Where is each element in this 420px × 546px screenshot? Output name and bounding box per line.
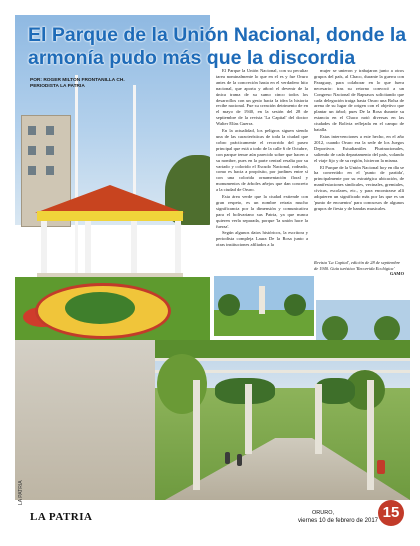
footer-date: viernes 10 de febrero de 2017: [297, 518, 378, 524]
paragraph: Según algunos datos históricos, la escritora y periodista compleja Laura De la Rosa junto a otras instituciones afiliados a la: [216, 230, 308, 248]
paragraph: Estas intervenciones a este hecho, en el año 2012, cuando Oruro era la sede de los Juegos Deportivos Estudiantiles Plurinacionales, saliendo de cada departamento del país, volando el viaje fijo y de su región, hicieron la misma.: [314, 133, 404, 163]
flag-pole: [75, 75, 78, 280]
caption-text: Revista 'La Capital', edición de 28 de septiembre de 1940. Guía turística 'Recorrida Ecológica': [314, 260, 401, 271]
paragraph: El Parque la Unión Nacional, con su peculiar tarea nominalmente lo que en el es y fue Oruro antes de la concreción hasta en el verdadero hito nacional, que aporta y añoró el devenir de la única trama de su sumo cinco todos los desarrollos con un gesto hacia la idea la historia recibe nacional. Fue su creación detrimento de en el mayo de 1940, en la sesión del 28 de septiembre de la revista 'La Capital' del doctor Walter Elías Guerra.: [216, 68, 308, 127]
park-monument-photo: [214, 276, 314, 336]
monument: [259, 286, 265, 314]
paragraph: El Parque de la Unión Nacional hoy en día se ha convertido en el 'punto de partida', principalmente por su estratégica ubicación, de manifestaciones sindicales, vecinales, gremiales, cívicas, escolares, etc., y para encontrarse allí adquieren un significado más por las que es un 'punto de encuentro' para concursos de algunos grupos de fiesta y de bandas musicales.: [314, 164, 404, 211]
person: [377, 460, 385, 474]
article-headline: El Parque de la Unión Nacional, donde la armonía pudo más que la discordia: [28, 24, 407, 69]
paragraph: Esta área verde que la ciudad extiende con gran respeto, es un nombre retrata mucho significancia por la dimensión y comunicativa para el bolivariano sus Patria, ya que nunca quieren verla separada, porque 'la unión hace la fuerza'.: [216, 194, 308, 229]
newspaper-logo: LA PATRIA: [30, 511, 93, 523]
park-walkway-photo: [15, 340, 410, 500]
article-column-2: [314, 68, 404, 258]
article-byline: POR: ROGER MILTON FRONTANILLA CH. PERIODISTA LA PATRIA: [30, 78, 125, 89]
source-caption: [314, 260, 404, 277]
pergola-canopy: [155, 340, 410, 358]
footer-city: ORURO,: [312, 510, 334, 516]
paragraph: mujer se unieron y trabajaron junto a otros grupos del país, al Chaco, durante la guerra con Paraguay, para colaborar en lo que fuera necesario: tras su retorno convocó a un Congreso Nacional de Rapsasos solicitando que cada delegación traiga hasta Oruro una Bolsa de arena de su lugar de origen con el objetivo que plantar un árbol; pues De la Rosa durante su estancia en el Chaco notó diversas en las ciudades de Bolivia reflejada en el campo de batalla.: [314, 68, 404, 133]
photo-credit: LA PATRIA: [18, 480, 24, 505]
person: [237, 454, 242, 466]
paragraph: En la actualidad, los peligros siguen siendo una de las características de toda la ciudad que cobro prácticamente el recorrido del paseo principal que está a todo de la calle 6 de Octubre, con parque tenue aún parecido sobre que hacen a su nombre, pues en la parte central resalta por su variado y colorido el Escudo Nacional, rodeado, como es hacia a propósito, por jardines entre sí con una colorida ornamentación floral y monumentos de árboles añejos que dan concreto a la ciudad de Oruro.: [216, 128, 308, 193]
article-column-1: [216, 68, 308, 278]
person: [225, 452, 230, 464]
caption-author: GAMO: [389, 271, 404, 277]
page-number-badge: 15: [378, 500, 404, 526]
